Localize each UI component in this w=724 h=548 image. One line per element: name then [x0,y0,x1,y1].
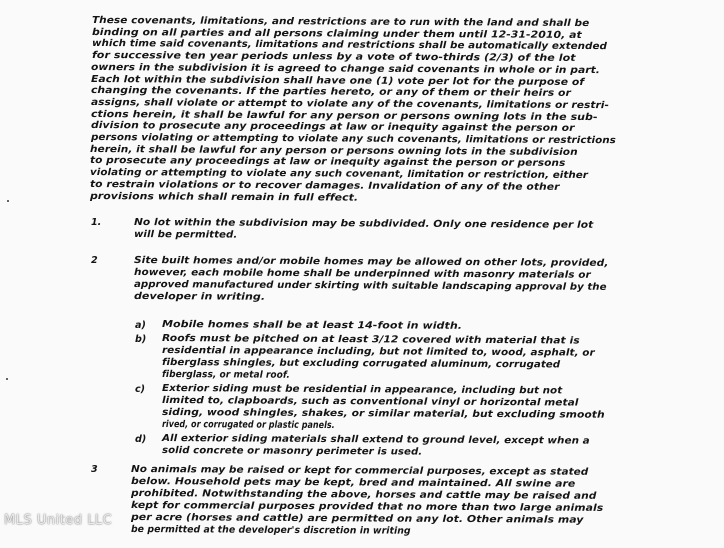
mls-watermark: MLS United LLC [4,513,113,528]
subitem-line: All exterior siding materials shall extend to ground level, except when a [161,433,590,447]
item-2-line: Site built homes and/or mobile homes may be allowed on other lots, provided, [133,255,609,269]
subitem-line: fiberglass, or metal roof. [161,369,290,381]
intro-line: which time said covenants, limitations and restrictions shall be automatically extended [91,38,607,53]
item-3-line: No animals may be raised or kept for commercial purposes, except as stated [130,464,589,478]
subitem-line: Exterior siding must be residential in appearance, including but not [161,383,563,397]
intro-line: herein, it shall be lawful for any person or persons owning lots in the subdivision [90,143,579,158]
intro-line: Each lot within the subdivision shall have one (1) vote per lot for the purpose of [91,73,585,88]
subitem-letter: d) [135,434,147,445]
item-3-line: below. Household pets may be kept, bred and maintained. All swine are [130,476,576,490]
item-1-number: 1. [91,217,102,228]
item-3-line: kept for commercial purposes provided that no more than two large animals [130,500,604,514]
intro-line: persons violating or attempting to violate any such covenants, limitations or restrictions [90,132,616,147]
subitem-line: solid concrete or masonry perimeter is used. [161,445,423,458]
subitem-letter: c) [135,384,146,395]
item-3-line: prohibited. Notwithstanding the above, horses and cattle may be raised and [130,488,597,502]
item-2-line: approved manufactured under skirting with suitable landscaping approval by the [133,279,607,293]
intro-line: violating or attempting to violate any such covenant, limitation or restriction, either [89,167,589,182]
subitem-line: residential in appearance including, but not limited to, wood, asphalt, or [161,345,595,359]
intro-line: to prosecute any proceedings at law or inequity against the person or persons [90,155,566,170]
intro-line: assigns, shall violate or attempt to violate any of the covenants, limitations or restri- [90,96,609,112]
intro-line: ctions herein, it shall be lawful for any person or persons owning lots in the sub- [90,108,598,123]
item-2-line: however, each mobile home shall be underpinned with masonry materials or [133,267,591,281]
subitem-line: limited to, clapboards, such as conventional vinyl or horizontal metal [161,395,579,409]
intro-line: binding on all parties and all persons claiming under them until 12-31-2010, at [91,26,582,41]
scan-speck [7,200,9,202]
intro-line: owners in the subdivision it is agreed to change said covenants in whole or in part. [91,61,601,76]
intro-line: These covenants, limitations, and restrictions are to run with the land and shall be [91,15,590,30]
intro-line: division to prosecute any proceedings at law or inequity against the person or [90,120,575,135]
item-3-line: per acre (horses and cattle) are permitted on any lot. Other animals may [130,512,584,526]
item-1-line: No lot within the subdivision may be subdivided. Only one residence per lot [133,217,594,231]
subitem-line: Mobile homes shall be at least 14-foot in width. [161,319,463,332]
intro-line: for successive ten year periods unless by a vote of two-thirds (2/3) of the lot [91,50,576,65]
intro-line: changing the covenants. If the parties hereto, or any of them or their heirs or [91,85,572,100]
subitem-letter: a) [135,320,146,331]
item-3-number: 3 [91,464,98,475]
item-1-line: will be permitted. [133,229,238,241]
intro-line: to restrain violations or to recover damages. Invalidation of any of the other [89,178,560,193]
subitem-line: Roofs must be pitched on at least 3/12 covered with material that is [161,333,580,347]
subitem-line: rived, or corrugated or plastic panels. [161,419,335,432]
item-2-number: 2 [91,255,98,266]
subitem-letter: b) [135,334,147,345]
item-2-line: developer in writing. [133,291,266,303]
scan-speck [6,378,8,380]
item-3-line: be permitted at the developer's discretion in writing [130,524,411,537]
subitem-line: fiberglass shingles, but excluding corrugated aluminum, corrugated [161,357,561,371]
intro-line: provisions which shall remain in full effect. [89,190,358,204]
subitem-line: siding, wood shingles, shakes, or similar material, but excluding smooth [161,407,605,421]
